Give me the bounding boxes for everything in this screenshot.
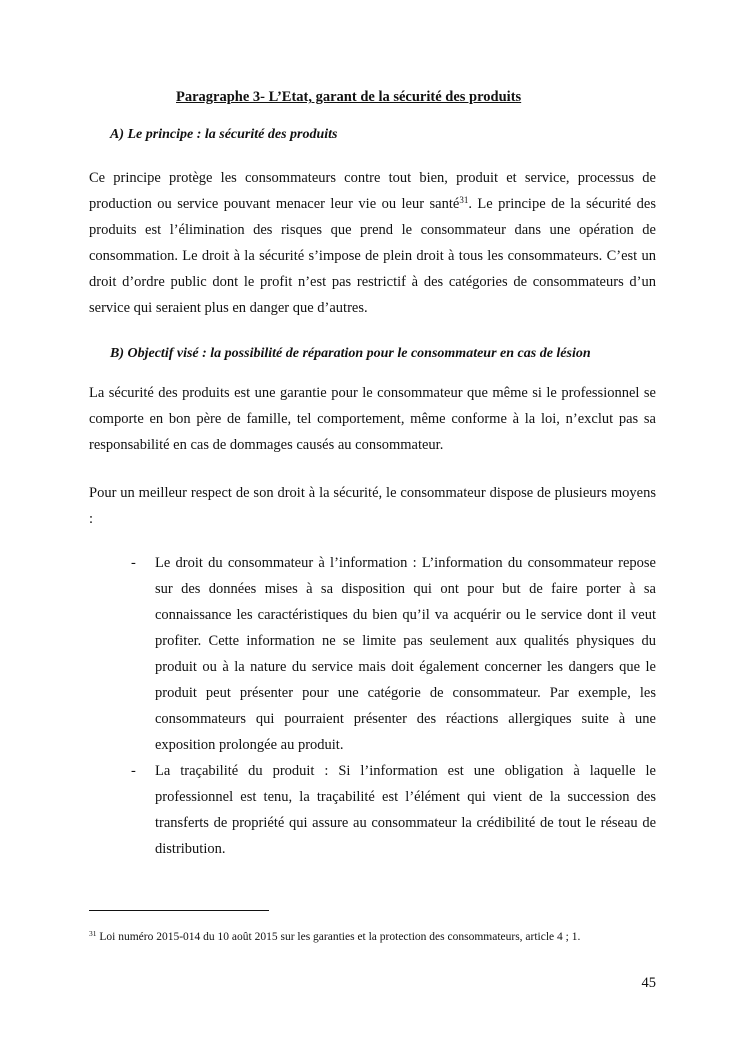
page-number: 45	[641, 975, 656, 991]
section-b-heading: B) Objectif visé : la possibilité de réparation pour le consommateur en cas de lésion	[110, 346, 591, 361]
section-a-text-after-note: . Le principe de la sécurité des produits est l’élimination des risques que prend le consommateur dans une opération de consommation. Le droit à la sécurité s’impose de plein droit à tous les consommateurs. C’est un droit d’ordre public dont le profit n’est pas restrictif à des catégories de consommateurs d’un service qui seraient plus en danger que d’autres.	[89, 196, 656, 316]
section-b-paragraph-1: La sécurité des produits est une garantie pour le consommateur que même si le professionnel se comporte en bon père de famille, tel comportement, même conforme à la loi, n’exclut pas sa responsabilité en cas de dommages causés au consommateur.	[89, 385, 656, 453]
list-bullet: -	[131, 763, 136, 779]
list-item-text: Le droit du consommateur à l’information : L’information du consommateur repose sur des données mises à sa disposition qui ont pour but de faire porter à sa connaissance les caractéristiques du bien qu’il va acquérir ou le service dont il veut profiter. Cette information ne se limite pas seulement aux qualités physiques du produit ou à la nature du service mais doit également concerner les dangers que le produit peut présenter pour une catégorie de consommateur. Par exemple, les consommateurs qui pourraient présenter des réactions allergiques suite à une exposition prolongée au produit.	[155, 555, 656, 753]
footnote-separator	[89, 910, 269, 911]
list-bullet: -	[131, 555, 136, 571]
section-b-paragraph-2: Pour un meilleur respect de son droit à la sécurité, le consommateur dispose de plusieurs moyens :	[89, 485, 656, 527]
list-item	[89, 758, 656, 862]
footnote-number: 31	[89, 929, 97, 938]
section-a-paragraph	[89, 165, 656, 321]
section-a-heading: A) Le principe : la sécurité des produits	[110, 127, 338, 142]
page-title: Paragraphe 3- L’Etat, garant de la sécurité des produits	[176, 89, 522, 105]
footnote	[89, 931, 580, 943]
list-item-text: La traçabilité du produit : Si l’information est une obligation à laquelle le professionnel est tenu, la traçabilité est l’élément qui vient de la succession des transferts de propriété qui assure au consommateur la crédibilité de tout le réseau de distribution.	[155, 763, 656, 857]
footnote-text: Loi numéro 2015-014 du 10 août 2015 sur les garanties et la protection des consommateurs, article 4 ; 1.	[96, 931, 581, 943]
list-item	[89, 550, 656, 758]
footnote-reference[interactable]: 31	[459, 195, 469, 205]
section-a-text-before-note: Ce principe protège les consommateurs contre tout bien, produit et service, processus de production ou service pouvant menacer leur vie ou leur santé	[89, 170, 656, 212]
